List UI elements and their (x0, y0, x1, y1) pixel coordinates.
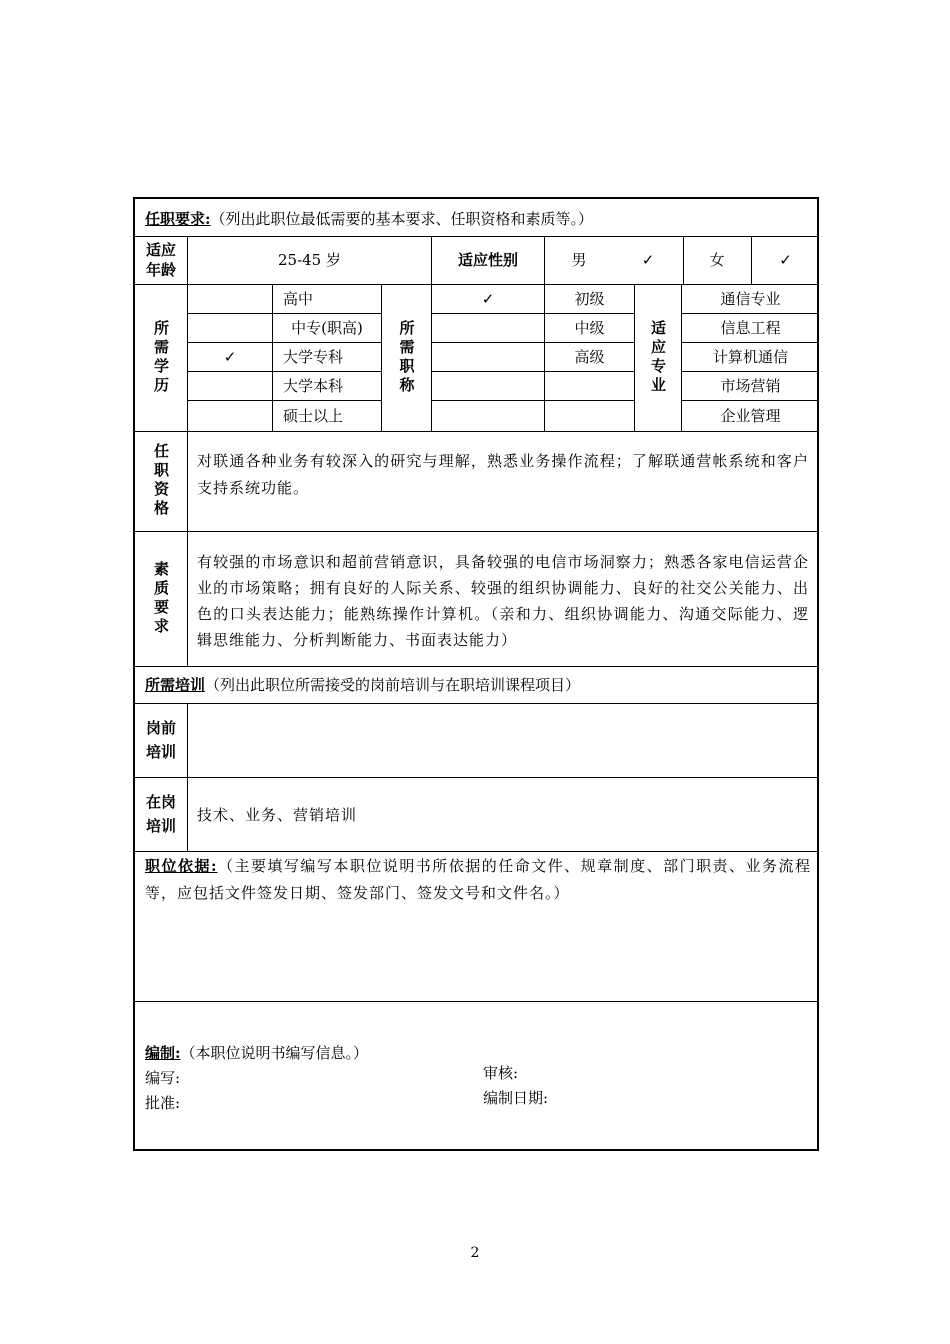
compile-date: 编制日期: (483, 1089, 549, 1107)
gender-female-check: ✓ (779, 251, 792, 269)
age-label: 适应 年龄 (145, 241, 176, 279)
gender-label: 适应性别 (457, 251, 518, 269)
basis-note: （主要填写编写本职位说明书所依据的任命文件、规章制度、部门职责、业务流程等，应包括文件签发日期、签发部门、签发文号和文件名。） (145, 857, 811, 902)
title-check-2 (432, 313, 544, 342)
gender-male: 男 (571, 251, 587, 269)
education-check-1 (188, 284, 272, 313)
compile-note: （本职位说明书编写信息。） (180, 1044, 369, 1062)
title-option-3: 高级 (574, 347, 605, 366)
basis-title: 职位依据: (145, 857, 218, 875)
education-label: 所需学历 (152, 319, 170, 396)
title-option-2: 中级 (574, 318, 605, 337)
education-check-3: ✓ (223, 347, 237, 366)
requirements-note: （列出此职位最低需要的基本要求、任职资格和素质等。） (210, 210, 594, 228)
pre-training-label: 岗前 培训 (145, 719, 176, 761)
job-description-form (133, 197, 819, 1151)
on-training-text: 技术、业务、营销培训 (197, 806, 358, 824)
training-header (145, 673, 805, 697)
title-option-1: 初级 (574, 289, 605, 308)
requirements-header (145, 207, 805, 231)
major-label: 适应专业 (649, 319, 667, 396)
quality-text: 有较强的市场意识和超前营销意识，具备较强的电信市场洞察力；熟悉各家电信运营企业的市场策略；拥有良好的人际关系、较强的组织协调能力、良好的社交公关能力、出色的口头表达能力；能熟练操作计算机。（亲和力、组织协调能力、沟通交际能力、逻辑思维能力、分析判断能力、书面表达能力） (197, 553, 809, 649)
compile-writer: 编写: (145, 1069, 181, 1087)
basis-block (145, 853, 811, 907)
compile-header (145, 1041, 805, 1065)
training-note: （列出此职位所需接受的岗前培训与在职培训课程项目） (205, 676, 581, 694)
major-option-4: 市场营销 (720, 376, 781, 395)
gender-male-check: ✓ (641, 251, 655, 269)
on-training-label: 在岗 培训 (145, 793, 176, 835)
major-option-1: 通信专业 (720, 289, 781, 308)
requirements-title: 任职要求: (145, 210, 211, 228)
age-value: 25-45 岁 (277, 251, 341, 269)
education-option-4: 大学本科 (283, 376, 344, 395)
education-check-2 (188, 313, 272, 342)
education-check-4 (188, 371, 272, 400)
page-number: 2 (470, 1245, 480, 1261)
qualification-label: 任职资格 (152, 443, 170, 519)
major-option-2: 信息工程 (720, 318, 781, 337)
title-check-3 (432, 342, 544, 371)
education-option-1: 高中 (283, 289, 314, 308)
major-option-5: 企业管理 (720, 406, 781, 425)
education-option-2: 中专(职高) (291, 318, 363, 337)
compile-reviewer: 审核: (483, 1064, 519, 1082)
quality-label: 素质要求 (152, 560, 170, 637)
compile-approver: 批准: (145, 1094, 181, 1112)
training-title: 所需培训 (145, 676, 206, 694)
qualification-text: 对联通各种业务有较深入的研究与理解，熟悉业务操作流程；了解联通营帐系统和客户支持系统功能。 (197, 452, 809, 497)
major-option-3: 计算机通信 (712, 347, 788, 366)
education-check-5 (188, 400, 272, 431)
title-check-1: ✓ (481, 289, 495, 308)
education-option-3: 大学专科 (283, 347, 344, 366)
education-option-5: 硕士以上 (283, 406, 344, 425)
compile-title: 编制: (145, 1044, 181, 1062)
title-label: 所需职称 (397, 319, 416, 396)
gender-female: 女 (709, 251, 725, 269)
